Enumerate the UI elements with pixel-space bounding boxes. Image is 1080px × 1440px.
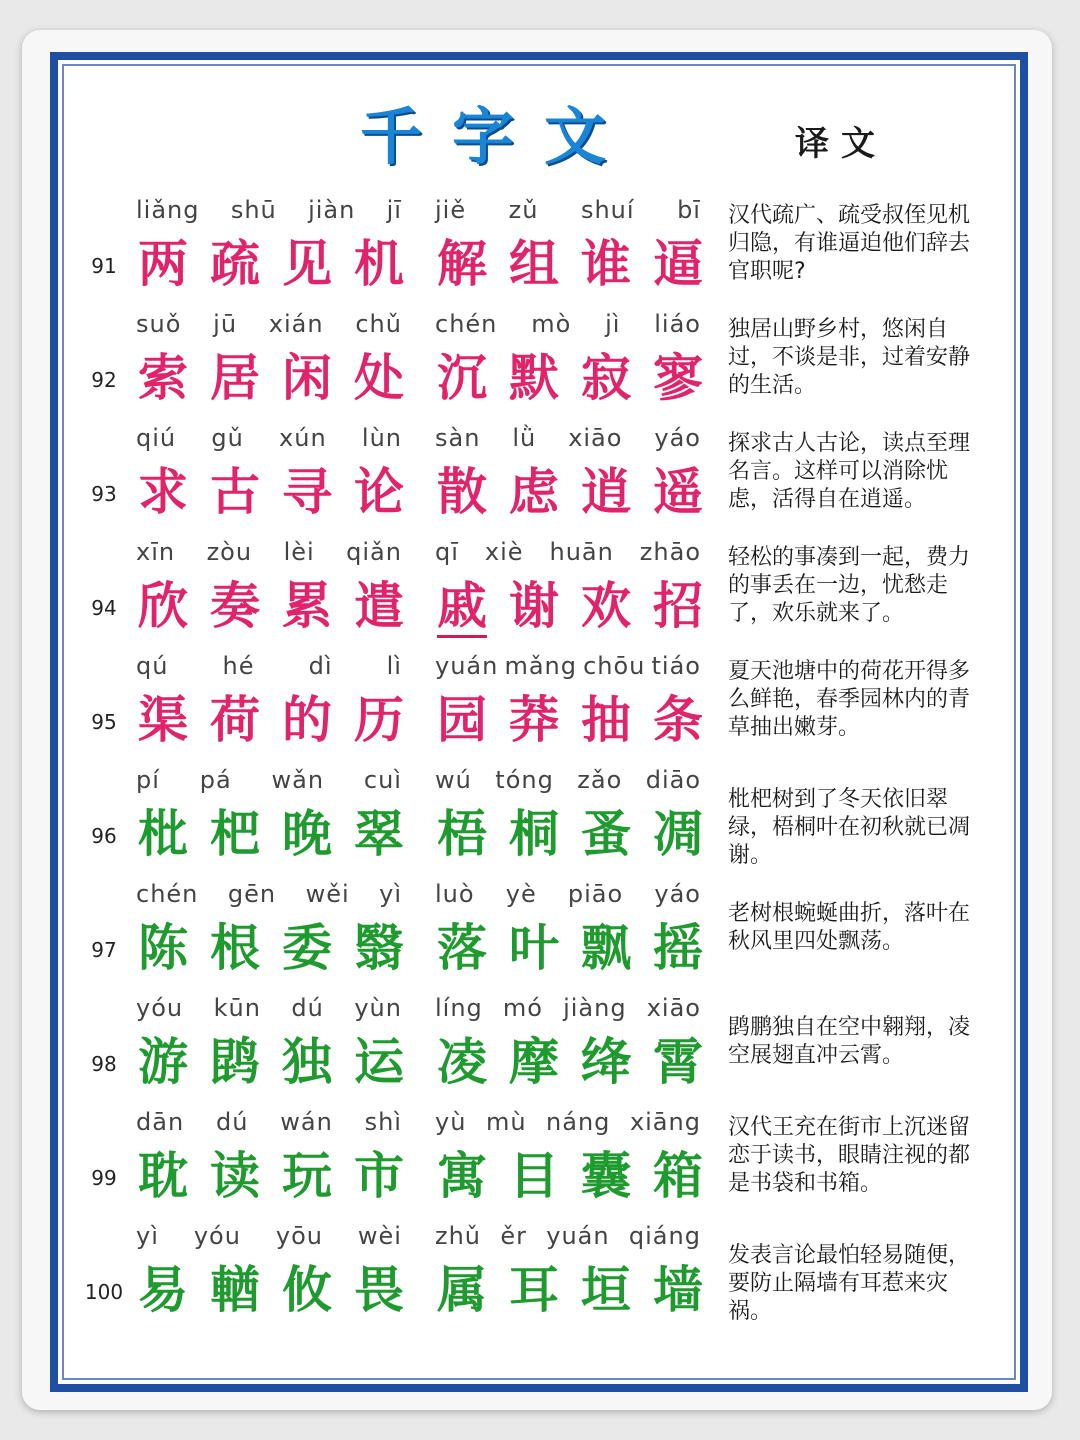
verse-row — [0, 1218, 1080, 1332]
translation-text: 鹍鹏独自在空中翱翔，凌空展翅直冲云霄。 — [728, 1015, 971, 1068]
hanzi-char: 的 — [282, 690, 332, 749]
pinyin-syllable: lèi — [283, 538, 315, 566]
pinyin-syllable: lǜ — [512, 424, 537, 452]
pinyin-syllable: shuí — [580, 196, 635, 224]
pinyin-syllable: qú — [136, 652, 169, 680]
pinyin-syllable: mù — [485, 1108, 527, 1136]
hanzi-char: 晚 — [282, 804, 332, 863]
pinyin-syllable: hé — [222, 652, 255, 680]
pinyin-syllable: náng — [546, 1108, 611, 1136]
pinyin-syllable: yuán — [435, 652, 499, 680]
hanzi-char: 落 — [437, 918, 487, 977]
pinyin-syllable: sàn — [435, 424, 481, 452]
pinyin-syllable: lùn — [361, 424, 402, 452]
hanzi-char: 委 — [282, 918, 332, 977]
hanzi-char: 条 — [653, 690, 703, 749]
pinyin-group — [435, 196, 701, 230]
verse-number: 96 — [91, 824, 117, 848]
hanzi-char: 桐 — [509, 804, 559, 863]
verse-number: 92 — [91, 368, 117, 392]
pinyin-syllable: mò — [531, 310, 572, 338]
pinyin-syllable: tóng — [495, 766, 554, 794]
hanzi-char: 遣 — [354, 576, 404, 635]
hanzi-group — [437, 1030, 703, 1094]
hanzi-char: 见 — [282, 234, 332, 293]
pinyin-syllable: dì — [308, 652, 333, 680]
verse-number: 99 — [91, 1166, 117, 1190]
hanzi-char: 游 — [138, 1032, 188, 1091]
hanzi-char: 摩 — [509, 1032, 559, 1091]
hanzi-char: 翠 — [354, 804, 404, 863]
pinyin-syllable: xīn — [136, 538, 176, 566]
pinyin-syllable: chén — [136, 880, 199, 908]
pinyin-syllable: suǒ — [136, 310, 182, 338]
hanzi-char: 组 — [509, 234, 559, 293]
pinyin-syllable: yōu — [275, 1222, 323, 1250]
pinyin-syllable: jiě — [435, 196, 467, 224]
verse-number: 93 — [91, 482, 117, 506]
hanzi-char: 遥 — [653, 462, 703, 521]
hanzi-char: 寻 — [282, 462, 332, 521]
pinyin-group — [136, 766, 402, 800]
hanzi-group — [138, 916, 404, 980]
verse-row — [0, 876, 1080, 990]
pinyin-syllable: jī — [386, 196, 402, 224]
hanzi-char: 解 — [437, 234, 487, 293]
pinyin-syllable: yáo — [654, 424, 701, 452]
hanzi-char: 目 — [509, 1146, 559, 1205]
hanzi-group — [437, 346, 703, 410]
hanzi-char: 谢 — [509, 576, 559, 635]
verse-row — [0, 648, 1080, 762]
pinyin-syllable: zǔ — [508, 196, 539, 224]
hanzi-char: 累 — [282, 576, 332, 635]
pinyin-syllable: dú — [215, 1108, 249, 1136]
pinyin-syllable: piāo — [567, 880, 624, 908]
hanzi-char: 读 — [210, 1146, 260, 1205]
hanzi-char: 渠 — [138, 690, 188, 749]
pinyin-syllable: tiáo — [651, 652, 701, 680]
pinyin-syllable: jiàng — [563, 994, 627, 1022]
hanzi-char: 翳 — [354, 918, 404, 977]
translation-text: 枇杷树到了冬天依旧翠绿，梧桐叶在初秋就已凋谢。 — [728, 787, 971, 868]
pinyin-group — [435, 1108, 701, 1142]
pinyin-syllable: xiāo — [646, 994, 701, 1022]
pinyin-syllable: mó — [502, 994, 543, 1022]
hanzi-char: 绛 — [581, 1032, 631, 1091]
pinyin-syllable: xún — [279, 424, 327, 452]
pinyin-syllable: yùn — [354, 994, 402, 1022]
hanzi-char: 索 — [138, 348, 188, 407]
pinyin-syllable: chōu — [583, 652, 646, 680]
hanzi-char: 默 — [509, 348, 559, 407]
hanzi-char: 摇 — [653, 918, 703, 977]
pinyin-syllable: bī — [677, 196, 701, 224]
hanzi-char: 处 — [354, 348, 404, 407]
pinyin-group — [136, 538, 402, 572]
pinyin-syllable: dú — [291, 994, 324, 1022]
pinyin-group — [136, 310, 402, 344]
hanzi-char: 戚 — [437, 574, 487, 638]
hanzi-char: 墙 — [653, 1260, 703, 1319]
pinyin-syllable: yè — [505, 880, 537, 908]
hanzi-char: 虑 — [509, 462, 559, 521]
pinyin-syllable: qiǎn — [346, 538, 402, 566]
pinyin-syllable: liáo — [654, 310, 701, 338]
verse-number: 100 — [84, 1280, 124, 1304]
hanzi-char: 根 — [210, 918, 260, 977]
pinyin-syllable: diāo — [645, 766, 701, 794]
hanzi-char: 闲 — [282, 348, 332, 407]
hanzi-char: 论 — [354, 462, 404, 521]
hanzi-group — [437, 802, 703, 866]
hanzi-group — [138, 346, 404, 410]
hanzi-char: 散 — [437, 462, 487, 521]
hanzi-char: 寂 — [581, 348, 631, 407]
hanzi-group — [138, 232, 404, 296]
verse-row — [0, 990, 1080, 1104]
hanzi-char: 寓 — [437, 1146, 487, 1205]
page-title: 千字文 — [360, 100, 637, 173]
pinyin-group — [435, 310, 701, 344]
pinyin-syllable: wǎn — [271, 766, 325, 794]
hanzi-char: 寥 — [653, 348, 703, 407]
hanzi-char: 属 — [437, 1260, 487, 1319]
hanzi-char: 叶 — [509, 918, 559, 977]
hanzi-char: 独 — [282, 1032, 332, 1091]
hanzi-char: 霄 — [653, 1032, 703, 1091]
pinyin-syllable: pá — [199, 766, 232, 794]
pinyin-syllable: liǎng — [136, 196, 200, 224]
pinyin-syllable: shì — [364, 1108, 402, 1136]
hanzi-group — [138, 574, 404, 638]
hanzi-group — [437, 688, 703, 752]
hanzi-char: 抽 — [581, 690, 631, 749]
pinyin-syllable: lì — [386, 652, 402, 680]
verse-row — [0, 534, 1080, 648]
verse-row — [0, 306, 1080, 420]
hanzi-char: 招 — [653, 576, 703, 635]
pinyin-syllable: wán — [280, 1108, 333, 1136]
pinyin-group — [435, 880, 701, 914]
hanzi-group — [138, 688, 404, 752]
hanzi-char: 箱 — [653, 1146, 703, 1205]
hanzi-char: 逍 — [581, 462, 631, 521]
translation-text: 独居山野乡村，悠闲自过，不谈是非，过着安静的生活。 — [728, 317, 971, 398]
pinyin-syllable: yù — [435, 1108, 467, 1136]
pinyin-group — [136, 994, 402, 1028]
hanzi-group — [138, 460, 404, 524]
hanzi-char: 梧 — [437, 804, 487, 863]
pinyin-syllable: cuì — [363, 766, 402, 794]
pinyin-syllable: huān — [549, 538, 614, 566]
hanzi-char: 枇 — [138, 804, 188, 863]
verse-number: 95 — [91, 710, 117, 734]
translation-text: 发表言论最怕轻易随便，要防止隔墙有耳惹来灾祸。 — [728, 1243, 971, 1324]
hanzi-char: 机 — [354, 234, 404, 293]
hanzi-char: 求 — [138, 462, 188, 521]
hanzi-group — [437, 916, 703, 980]
translation-text: 探求古人古论，读点至理名言。这样可以消除忧虑，活得自在逍遥。 — [728, 431, 971, 512]
hanzi-char: 畏 — [354, 1260, 404, 1319]
hanzi-char: 欢 — [581, 576, 631, 635]
verse-number: 97 — [91, 938, 117, 962]
hanzi-char: 谁 — [581, 234, 631, 293]
pinyin-syllable: chǔ — [355, 310, 402, 338]
hanzi-group — [138, 802, 404, 866]
pinyin-group — [136, 1222, 402, 1256]
pinyin-syllable: yuán — [546, 1222, 610, 1250]
pinyin-group — [435, 652, 701, 686]
hanzi-char: 玩 — [282, 1146, 332, 1205]
hanzi-group — [437, 460, 703, 524]
pinyin-group — [435, 1222, 701, 1256]
hanzi-char: 易 — [138, 1260, 188, 1319]
hanzi-char: 囊 — [581, 1146, 631, 1205]
pinyin-syllable: zòu — [206, 538, 253, 566]
pinyin-syllable: jì — [605, 310, 621, 338]
pinyin-syllable: qī — [435, 538, 459, 566]
pinyin-syllable: wèi — [357, 1222, 402, 1250]
hanzi-char: 陈 — [138, 918, 188, 977]
pinyin-group — [435, 766, 701, 800]
pinyin-group — [435, 994, 701, 1028]
pinyin-syllable: yì — [136, 1222, 159, 1250]
hanzi-group — [437, 574, 703, 638]
pinyin-group — [136, 652, 402, 686]
hanzi-char: 古 — [210, 462, 260, 521]
pinyin-syllable: pí — [136, 766, 160, 794]
hanzi-group — [138, 1144, 404, 1208]
pinyin-syllable: jiàn — [308, 196, 356, 224]
hanzi-char: 莽 — [509, 690, 559, 749]
pinyin-group — [136, 880, 402, 914]
hanzi-char: 居 — [210, 348, 260, 407]
pinyin-group — [435, 538, 701, 572]
pinyin-group — [136, 196, 402, 230]
hanzi-char: 耽 — [138, 1146, 188, 1205]
hanzi-group — [437, 232, 703, 296]
pinyin-syllable: xiāo — [568, 424, 623, 452]
hanzi-group — [138, 1258, 404, 1322]
hanzi-char: 奏 — [210, 576, 260, 635]
pinyin-syllable: jū — [213, 310, 238, 338]
pinyin-syllable: zǎo — [577, 766, 623, 794]
translation-heading: 译文 — [795, 124, 887, 164]
hanzi-char: 市 — [354, 1146, 404, 1205]
pinyin-syllable: zhǔ — [435, 1222, 482, 1250]
hanzi-char: 欣 — [138, 576, 188, 635]
verse-number: 94 — [91, 596, 117, 620]
hanzi-char: 荷 — [210, 690, 260, 749]
translation-text: 夏天池塘中的荷花开得多么鲜艳，春季园林内的青草抽出嫩芽。 — [728, 659, 971, 740]
pinyin-syllable: shū — [230, 196, 277, 224]
translation-text: 老树根蜿蜒曲折，落叶在秋风里四处飘荡。 — [728, 901, 971, 954]
hanzi-char: 逼 — [653, 234, 703, 293]
hanzi-group — [437, 1144, 703, 1208]
verse-row — [0, 192, 1080, 306]
pinyin-syllable: xiè — [484, 538, 524, 566]
pinyin-syllable: gǔ — [211, 424, 244, 452]
pinyin-syllable: qiáng — [628, 1222, 701, 1250]
pinyin-syllable: wú — [435, 766, 472, 794]
verse-number: 98 — [91, 1052, 117, 1076]
hanzi-char: 輶 — [210, 1260, 260, 1319]
translation-text: 汉代王充在街市上沉迷留恋于读书，眼睛注视的都是书袋和书箱。 — [728, 1115, 971, 1196]
hanzi-char: 园 — [437, 690, 487, 749]
pinyin-syllable: ěr — [500, 1222, 527, 1250]
pinyin-syllable: gēn — [227, 880, 277, 908]
hanzi-char: 蚤 — [581, 804, 631, 863]
hanzi-char: 疏 — [210, 234, 260, 293]
hanzi-char: 杷 — [210, 804, 260, 863]
pinyin-syllable: líng — [435, 994, 483, 1022]
hanzi-char: 沉 — [437, 348, 487, 407]
pinyin-syllable: yáo — [654, 880, 701, 908]
hanzi-group — [437, 1258, 703, 1322]
hanzi-char: 历 — [354, 690, 404, 749]
pinyin-syllable: luò — [435, 880, 475, 908]
hanzi-char: 攸 — [282, 1260, 332, 1319]
hanzi-char: 耳 — [509, 1260, 559, 1319]
verse-row — [0, 420, 1080, 534]
hanzi-char: 两 — [138, 234, 188, 293]
hanzi-char: 垣 — [581, 1260, 631, 1319]
pinyin-syllable: mǎng — [504, 652, 577, 680]
pinyin-syllable: yóu — [136, 994, 184, 1022]
translation-text: 轻松的事凑到一起，费力的事丢在一边，忧愁走了，欢乐就来了。 — [728, 545, 971, 626]
pinyin-syllable: kūn — [213, 994, 261, 1022]
pinyin-syllable: zhāo — [639, 538, 701, 566]
pinyin-syllable: qiú — [136, 424, 177, 452]
verse-row — [0, 762, 1080, 876]
pinyin-group — [136, 424, 402, 458]
hanzi-char: 鹍 — [210, 1032, 260, 1091]
pinyin-syllable: yóu — [193, 1222, 241, 1250]
hanzi-char: 运 — [354, 1032, 404, 1091]
pinyin-group — [435, 424, 701, 458]
pinyin-syllable: dān — [136, 1108, 185, 1136]
translation-text: 汉代疏广、疏受叔侄见机归隐，有谁逼迫他们辞去官职呢? — [728, 203, 971, 284]
verse-row — [0, 1104, 1080, 1218]
pinyin-syllable: yì — [379, 880, 402, 908]
verse-number: 91 — [91, 254, 117, 278]
pinyin-syllable: xiāng — [629, 1108, 701, 1136]
pinyin-group — [136, 1108, 402, 1142]
hanzi-group — [138, 1030, 404, 1094]
hanzi-char: 凌 — [437, 1032, 487, 1091]
pinyin-syllable: xián — [268, 310, 324, 338]
pinyin-syllable: chén — [435, 310, 498, 338]
hanzi-char: 凋 — [653, 804, 703, 863]
hanzi-char: 飘 — [581, 918, 631, 977]
pinyin-syllable: wěi — [305, 880, 350, 908]
